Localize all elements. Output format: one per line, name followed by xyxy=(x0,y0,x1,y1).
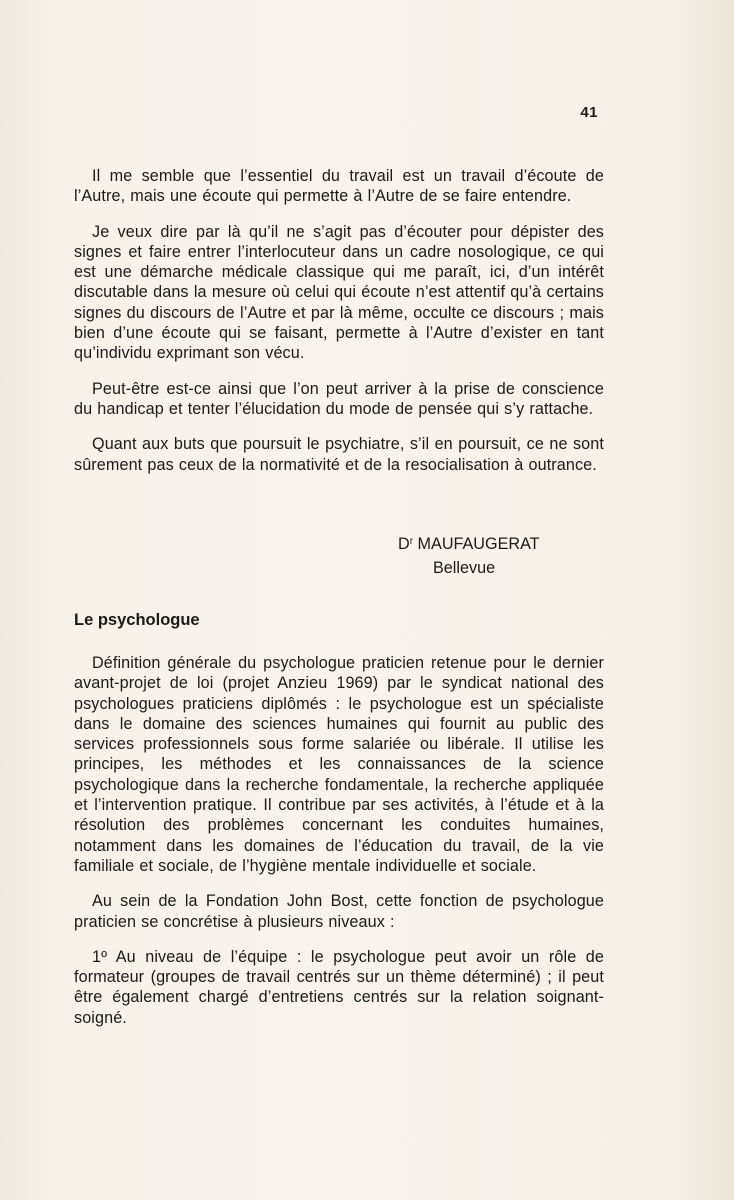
section-psychologue-text xyxy=(74,653,604,1043)
paragraph-2: Je veux dire par là qu’il ne s’agit pas d’écouter pour dépister des signes et faire entrer l’interlocuteur dans un cadre nosologique, ce qui est une démarche médicale classique qui me paraît, ici, d’un intérêt discutable dans la mesure où celui qui écoute n’est attentif qu’à certains signes du discours de l’Autre et par là même, occulte ce discours ; mais bien d’une écoute qui se faisant, permette à l’Autre d’exister en tant qu’individu exprimant son vécu. xyxy=(74,222,604,363)
author-title-sup: r xyxy=(409,536,414,547)
signature-author xyxy=(398,532,540,555)
paragraph-6: Au sein de la Fondation John Bost, cette fonction de psychologue praticien se concrétise à plusieurs niveaux : xyxy=(74,892,604,931)
signature-block xyxy=(398,532,540,578)
page-number: 41 xyxy=(580,104,598,121)
paragraph-4: Quant aux buts que poursuit le psychiatre, s’il en poursuit, ce ne sont sûrement pas ceux de la normativité et de la resocialisation à outrance. xyxy=(74,435,604,474)
section-heading-psychologue: Le psychologue xyxy=(74,611,200,629)
paragraph-7: 1º Au niveau de l’équipe : le psychologue peut avoir un rôle de formateur (groupes de travail centrés sur un thème déterminé) ; il peut être également chargé d’entretiens centrés sur la relation soignant-soigné. xyxy=(74,947,604,1027)
paragraph-5: Définition générale du psychologue praticien retenue pour le dernier avant-projet de loi (projet Anzieu 1969) par le syndicat national des psychologues praticiens diplômés : le psychologue est un spécialiste dans le domaine des sciences humaines qui fournit au public des services professionnels sous forme salariée ou libérale. Il utilise les principes, les méthodes et les connaissances de la science psychologique dans la recherche fondamentale, la recherche appliquée et l’intervention pratique. Il contribue par ses activités, à l’étude et à la résolution des problèmes concernant les conduites humaines, notamment dans les domaines de l’éducation du travail, de la vie familiale et sociale, de l’hygiène mentale individuelle et sociale. xyxy=(74,654,604,875)
author-name: MAUFAUGERAT xyxy=(417,535,540,553)
author-title: D xyxy=(398,535,410,553)
paragraph-3: Peut-être est-ce ainsi que l’on peut arriver à la prise de conscience du handicap et tenter l’élucidation du mode de pensée qui s’y rattache. xyxy=(74,379,604,418)
section-psychiatre-text xyxy=(74,166,604,490)
signature-place: Bellevue xyxy=(433,558,496,577)
paragraph-1: Il me semble que l’essentiel du travail est un travail d’écoute de l’Autre, mais une écoute qui permette à l’Autre de se faire entendre. xyxy=(74,167,604,206)
